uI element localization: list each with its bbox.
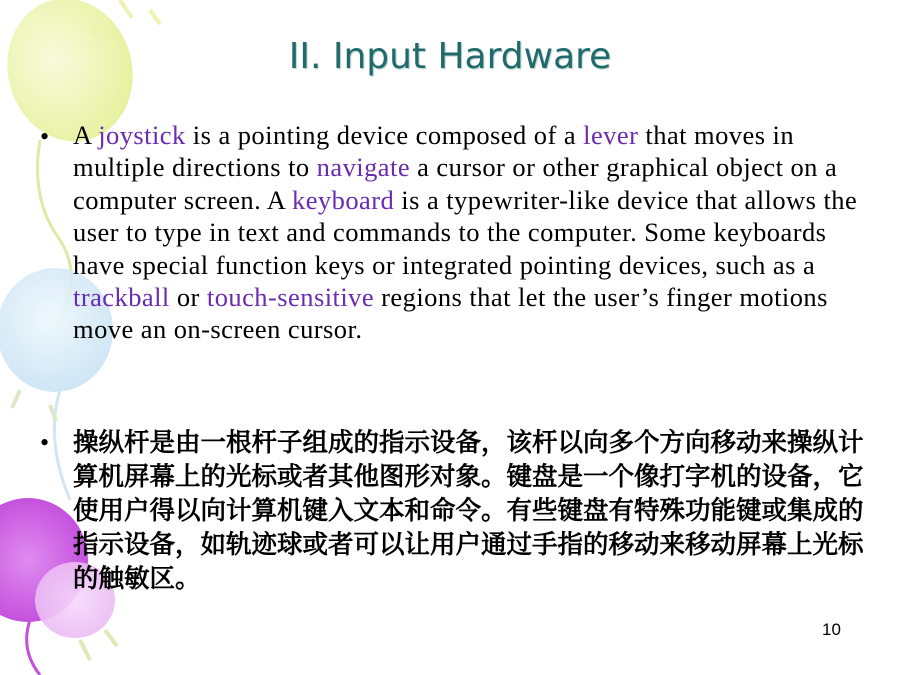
- keyword-term: lever: [583, 120, 639, 150]
- bullet-marker-1: •: [40, 122, 50, 151]
- body-text: A: [73, 120, 99, 150]
- english-paragraph: [73, 119, 873, 346]
- keyword-term: navigate: [316, 152, 411, 183]
- body-text: regions that let the user’s finger motions move an on-screen cursor.: [73, 282, 828, 345]
- body-text: is a typewriter-like device that allows the user to type in text and commands to the computer. Some keyboards have special function keys or integrated pointing devices, such as a: [73, 184, 858, 280]
- slide-title: II. Input Hardware: [288, 36, 612, 77]
- keyword-term: trackball: [73, 282, 170, 313]
- keyword-term: touch-sensitive: [206, 282, 375, 313]
- page-number: 10: [822, 620, 841, 639]
- keyword-term: joystick: [98, 120, 186, 150]
- body-text: a cursor or other graphical object on a computer screen. A: [73, 152, 838, 215]
- chinese-paragraph: 操纵杆是由一根杆子组成的指示设备，该杆以向多个方向移动来操纵计算机屏幕上的光标或者其他图形对象。键盘是一个像打字机的设备，它使用户得以向计算机键入文本和命令。有些键盘有特殊功能键或集成的指示设备，如轨迹球或者可以让用户通过手指的移动来移动屏幕上光标的触敏区。: [73, 428, 864, 594]
- keyword-term: keyboard: [292, 184, 395, 215]
- bullet-marker-2: •: [40, 428, 50, 457]
- body-text: is a pointing device composed of a: [185, 120, 584, 150]
- body-text: that moves in multiple directions to: [73, 120, 795, 183]
- body-text: or: [169, 282, 207, 313]
